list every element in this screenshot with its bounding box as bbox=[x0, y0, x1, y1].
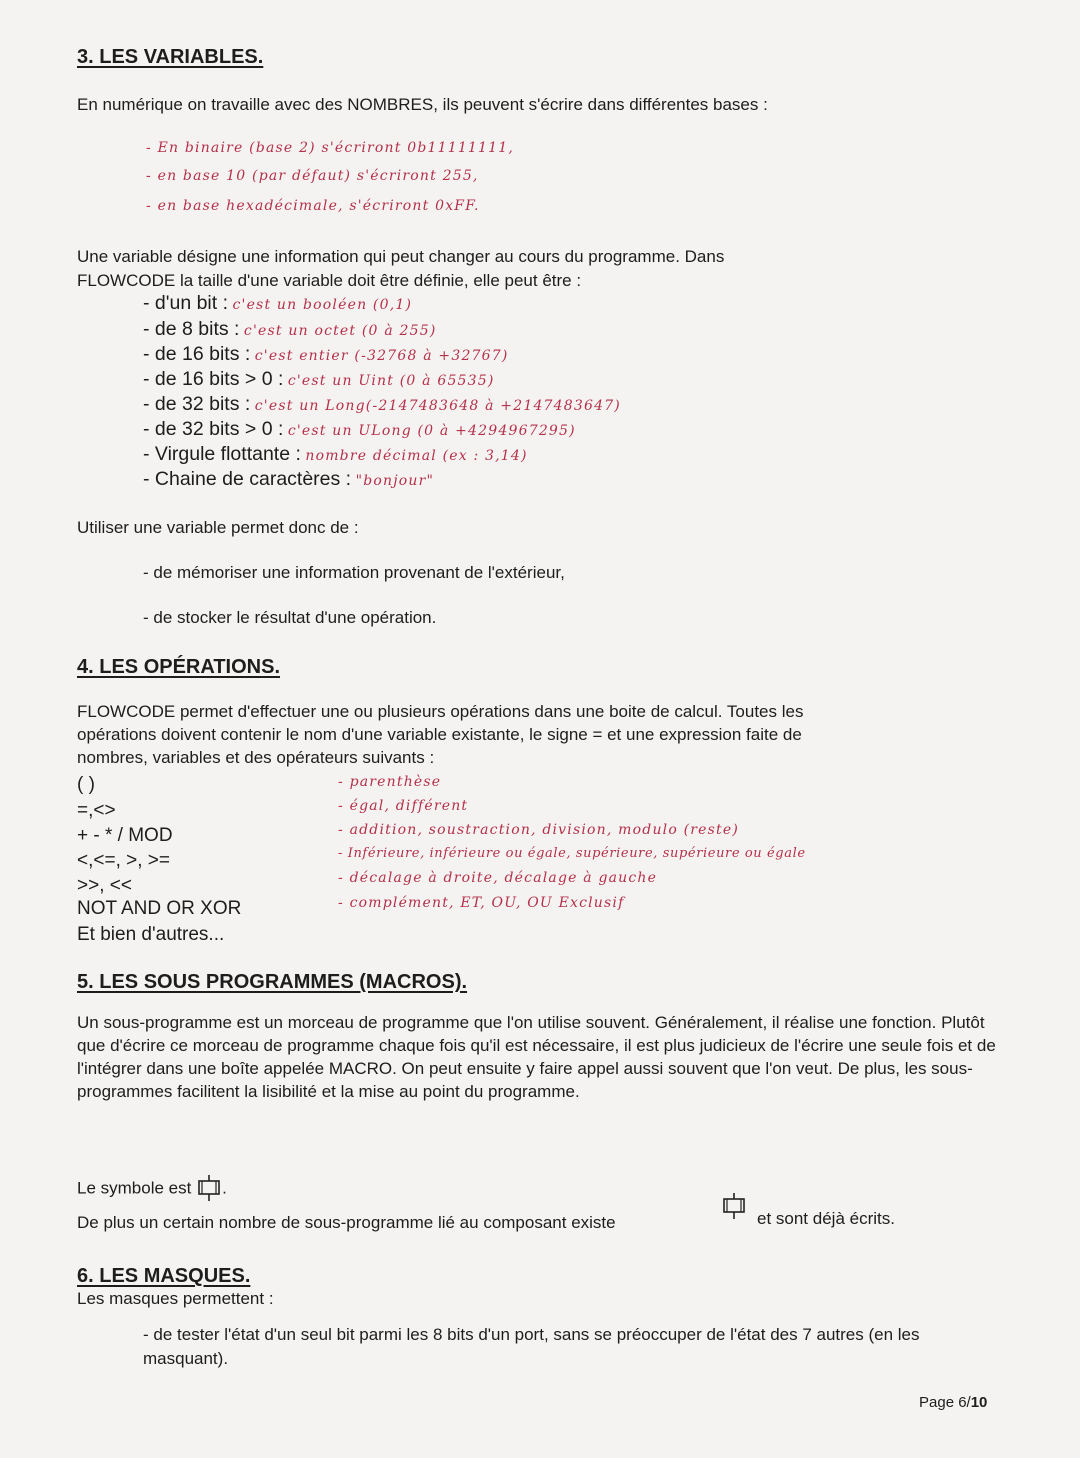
handwritten-size-note: c'est un Long(-2147483648 à +2147483647) bbox=[254, 398, 621, 414]
variable-size-item bbox=[143, 443, 528, 466]
handwritten-operator-note: - complément, ET, OU, OU Exclusif bbox=[338, 895, 625, 911]
variable-size-label: - de 8 bits : bbox=[143, 318, 240, 340]
component-macro-icon bbox=[721, 1192, 747, 1222]
variable-size-label: - de 32 bits > 0 : bbox=[143, 418, 284, 440]
section-3-intro: En numérique on travaille avec des NOMBRES, ils peuvent s'écrire dans différentes bases : bbox=[77, 95, 768, 114]
macros-paragraph: Un sous-programme est un morceau de programme que l'on utilise souvent. Généralement, il réalise une fonction. Plutôt que d'écrire ce morceau de programme chaque fois qu'il est nécessaire, il est plus judicieux de l'écrire une seule fois et de l'intégrer dans une boîte appelée MACRO. On peut ensuite y faire appel aussi souvent que l'on veut. De plus, les sous-programmes facilitent la lisibilité et la mise au point du programme. bbox=[77, 1013, 996, 1101]
variable-use-item: - de stocker le résultat d'une opération. bbox=[143, 608, 437, 627]
handwritten-size-note: nombre décimal (ex : 3,14) bbox=[305, 448, 528, 464]
handwritten-size-note: c'est entier (-32768 à +32767) bbox=[254, 348, 509, 364]
variable-size-item bbox=[143, 318, 437, 341]
variable-size-label: - de 32 bits : bbox=[143, 393, 251, 415]
page-number-label: Page 6/ bbox=[919, 1394, 971, 1411]
variable-size-item bbox=[143, 292, 412, 315]
variable-size-item bbox=[143, 393, 621, 416]
variable-size-label: - d'un bit : bbox=[143, 292, 229, 314]
operator-symbol: >>, << bbox=[77, 875, 132, 896]
variable-definition-line-2: FLOWCODE la taille d'une variable doit être définie, elle peut être : bbox=[77, 271, 582, 290]
page-number-total: 10 bbox=[970, 1394, 988, 1411]
section-4-heading: 4. LES OPÉRATIONS. bbox=[77, 656, 280, 678]
operations-text-line-2: opérations doivent contenir le nom d'une variable existante, le signe = et une expression faite de bbox=[77, 725, 802, 744]
operations-text-line-3: nombres, variables et des opérateurs suivants : bbox=[77, 748, 435, 767]
handwritten-base-binary: - En binaire (base 2) s'écriront 0b11111111, bbox=[146, 140, 515, 156]
variable-size-item bbox=[143, 343, 509, 366]
handwritten-operator-note: - Inférieure, inférieure ou égale, supérieure, supérieure ou égale bbox=[338, 846, 806, 861]
handwritten-operator-note: - décalage à droite, décalage à gauche bbox=[338, 870, 658, 886]
handwritten-size-note: c'est un ULong (0 à +4294967295) bbox=[287, 423, 576, 439]
handwritten-operator-note: - addition, soustraction, division, modulo (reste) bbox=[338, 822, 740, 838]
operations-more: Et bien d'autres... bbox=[77, 924, 225, 945]
operator-symbol: =,<> bbox=[77, 800, 116, 821]
masks-item: - de tester l'état d'un seul bit parmi les 8 bits d'un port, sans se préoccuper de l'état des 7 autres (en les masquant). bbox=[143, 1325, 920, 1368]
component-macros-text: De plus un certain nombre de sous-programme lié au composant existe bbox=[77, 1213, 616, 1232]
variable-use-intro: Utiliser une variable permet donc de : bbox=[77, 518, 359, 537]
handwritten-operator-note: - parenthèse bbox=[338, 774, 442, 790]
variable-size-label: - de 16 bits : bbox=[143, 343, 251, 365]
handwritten-operator-note: - égal, différent bbox=[338, 798, 469, 814]
handwritten-size-note: c'est un Uint (0 à 65535) bbox=[287, 373, 495, 389]
section-6-heading: 6. LES MASQUES. bbox=[77, 1265, 251, 1287]
handwritten-base-hex: - en base hexadécimale, s'écriront 0xFF. bbox=[146, 198, 480, 214]
variable-size-item bbox=[143, 418, 576, 441]
component-macros-end: et sont déjà écrits. bbox=[757, 1209, 895, 1228]
operator-symbol: NOT AND OR XOR bbox=[77, 898, 242, 919]
variable-size-label: - de 16 bits > 0 : bbox=[143, 368, 284, 390]
operator-symbol: + - * / MOD bbox=[77, 825, 173, 846]
variable-size-label: - Chaine de caractères : bbox=[143, 468, 352, 490]
masks-intro: Les masques permettent : bbox=[77, 1289, 274, 1308]
macro-symbol-icon bbox=[196, 1174, 222, 1204]
variable-size-label: - Virgule flottante : bbox=[143, 443, 301, 465]
variable-definition-line-1: Une variable désigne une information qui peut changer au cours du programme. Dans bbox=[77, 247, 725, 266]
macro-symbol-text: Le symbole est bbox=[77, 1178, 192, 1198]
page-number bbox=[919, 1394, 987, 1411]
operator-symbol: <,<=, >, >= bbox=[77, 850, 170, 871]
section-5-heading: 5. LES SOUS PROGRAMMES (MACROS). bbox=[77, 971, 468, 993]
macro-symbol-line: Le symbole est . bbox=[77, 1174, 227, 1204]
operations-text-line-1: FLOWCODE permet d'effectuer une ou plusieurs opérations dans une boite de calcul. Toutes les bbox=[77, 702, 804, 721]
section-3-heading: 3. LES VARIABLES. bbox=[77, 46, 264, 68]
variable-use-item: - de mémoriser une information provenant de l'extérieur, bbox=[143, 563, 565, 582]
handwritten-size-note: c'est un octet (0 à 255) bbox=[243, 323, 437, 339]
handwritten-base-decimal: - en base 10 (par défaut) s'écriront 255, bbox=[146, 168, 479, 184]
variable-size-item bbox=[143, 468, 434, 491]
handwritten-size-note: c'est un booléen (0,1) bbox=[232, 297, 413, 313]
handwritten-size-note: "bonjour" bbox=[355, 473, 435, 489]
operator-symbol: ( ) bbox=[77, 774, 95, 795]
variable-size-item bbox=[143, 368, 495, 391]
